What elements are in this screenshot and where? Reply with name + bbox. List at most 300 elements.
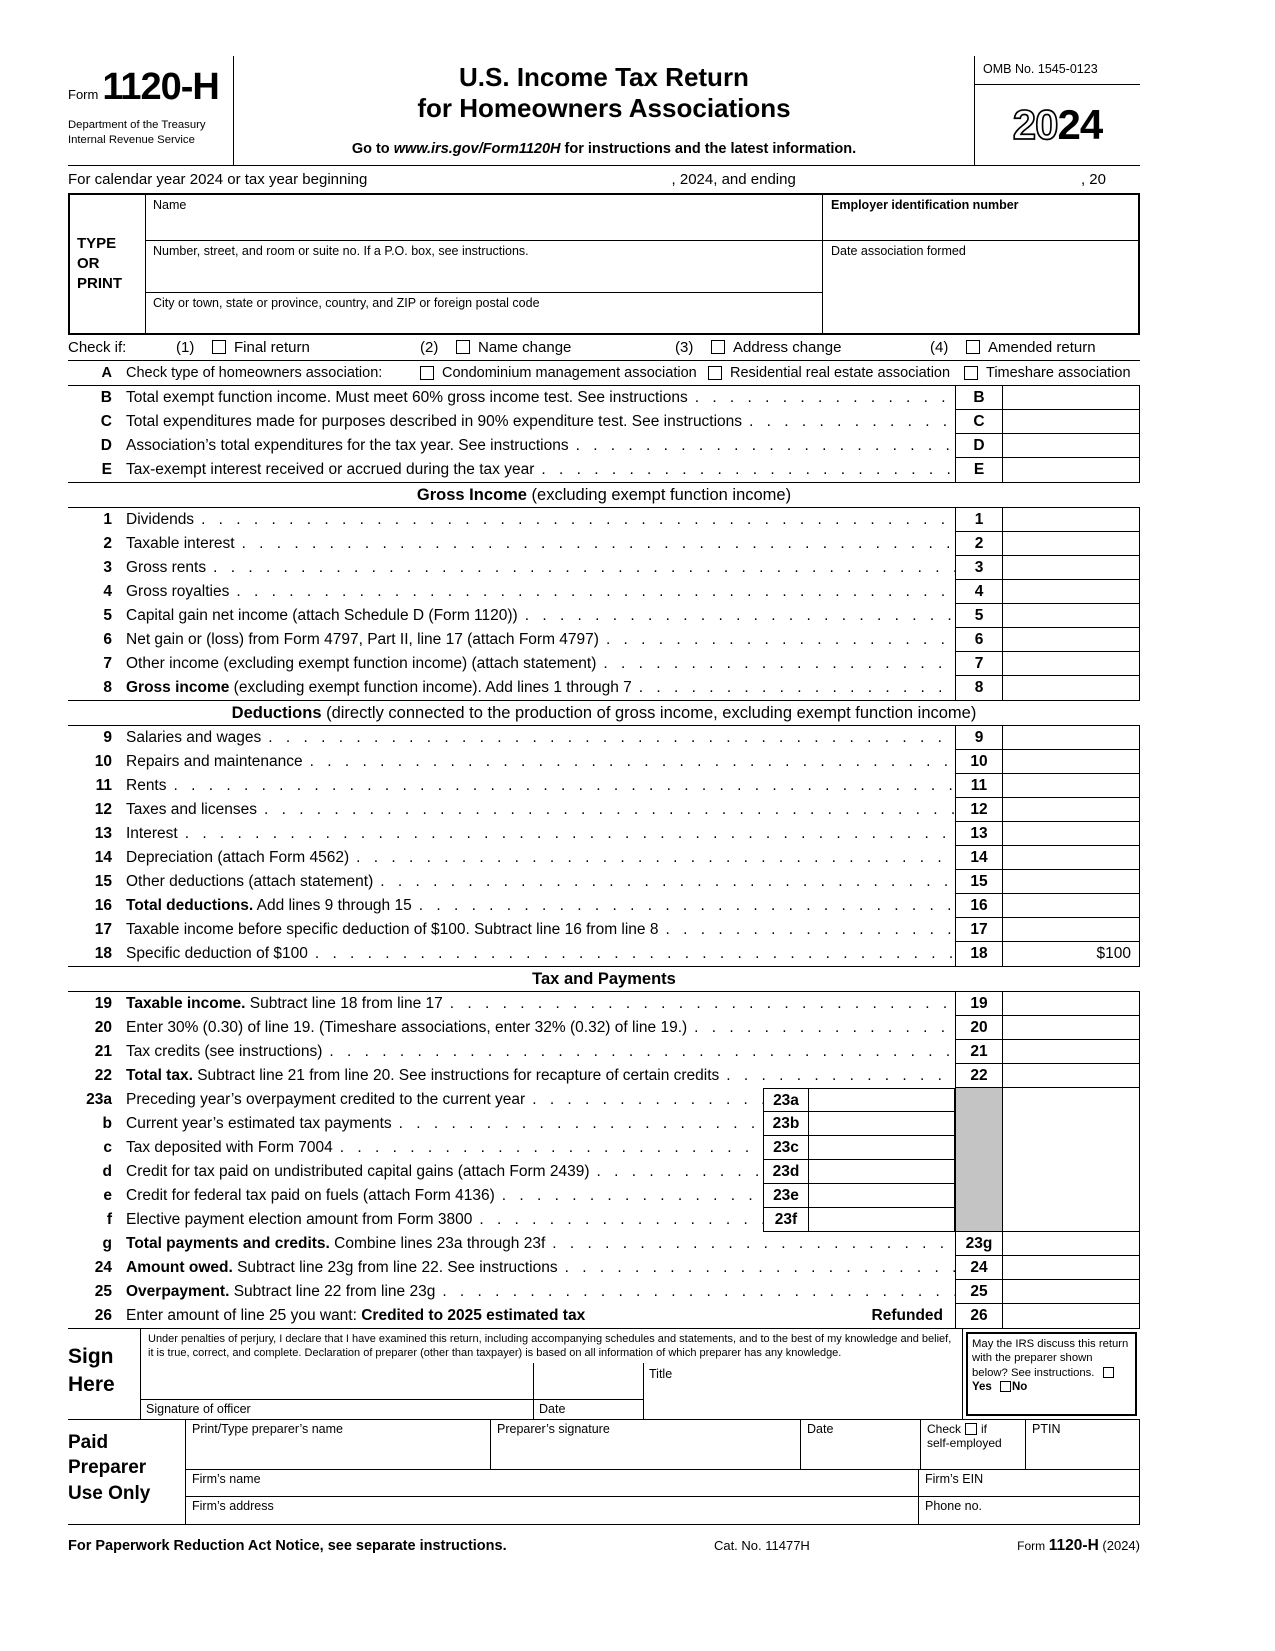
line-21-number: 21 [94,1043,112,1060]
self-employed-cell [921,1420,1026,1469]
line-23d-box-number: 23d [763,1160,809,1184]
line-B-box-number: B [955,386,1003,410]
line-label-text: Total exempt function income. Must meet 60% gross income test. See instructions [126,389,688,406]
line-label-text: Net gain or (loss) from Form 4797, Part II, line 17 (attach Form 4797) [126,631,599,648]
street-label: Number, street, and room or suite no. If a P.O. box, see instructions. [153,244,529,258]
line-label-bold: Overpayment. [126,1283,230,1300]
residential-association-label: Residential real estate association [730,365,951,381]
line-8-box-number: 8 [955,676,1003,700]
dot-leader [201,508,955,532]
dot-leader [694,1016,955,1040]
line-23b-box-number: 23b [763,1112,809,1136]
line-7-number: 7 [103,655,112,672]
line-label-text: Subtract line 18 from line 17 [245,995,443,1012]
dot-leader [585,1304,871,1328]
line-19-amount-field[interactable] [1003,992,1140,1016]
line-23d-label [112,1160,763,1184]
line-label-bold: Total tax. [126,1067,193,1084]
line-23c-label [112,1136,763,1160]
line-23d-number: d [102,1163,112,1180]
line-4-amount-field[interactable] [1003,580,1140,604]
paperwork-notice: For Paperwork Reduction Act Notice, see separate instructions. [68,1537,507,1554]
line-12-amount-field[interactable] [1003,798,1140,822]
line-25-number: 25 [94,1283,112,1300]
line-C-box-number: C [955,410,1003,434]
line-23e-amount-field[interactable] [809,1184,955,1208]
line-A [68,361,1140,386]
phone-cell [919,1497,1139,1524]
officer-title-input[interactable] [644,1384,962,1419]
calendar-text-1: For calendar year 2024 or tax year beginning [68,171,368,188]
line-label-text: Taxes and licenses [126,801,257,818]
form-line-9 [68,726,1140,750]
line-13-amount-field[interactable] [1003,822,1140,846]
line-23f-amount-field[interactable] [809,1208,955,1232]
self-employed-label: self-employed [927,1435,1002,1450]
line-23a-amount-field[interactable] [809,1088,955,1112]
form-line-16 [68,894,1140,918]
dot-leader [695,386,955,410]
line-7-amount-field[interactable] [1003,652,1140,676]
line-18-amount-field[interactable]: $100 [1003,942,1140,966]
dot-leader [665,918,955,942]
line-15-box-number: 15 [955,870,1003,894]
line-24-label [112,1256,955,1280]
line-9-amount-field[interactable] [1003,726,1140,750]
line-25-amount-field[interactable] [1003,1280,1140,1304]
line-11-amount-field[interactable] [1003,774,1140,798]
line-20-amount-field[interactable] [1003,1016,1140,1040]
line-22-label [112,1064,955,1088]
line-3-number: 3 [103,559,112,576]
shaded-no-entry-area [955,1088,1003,1232]
officer-signature-cell [141,1363,533,1419]
line-label-text: Depreciation (attach Form 4562) [126,849,350,866]
officer-signature-input[interactable] [141,1363,533,1399]
form-line-23f [68,1208,955,1232]
irs-discuss-text: May the IRS discuss this return with the preparer shown below? See instructions. [972,1338,1129,1379]
instructions-line: Go to www.irs.gov/Form1120H for instructions and the latest information. [351,141,857,157]
tax-year-ending-input[interactable] [796,170,1081,190]
line-15-label [112,870,955,894]
form-line-23g [68,1232,1140,1256]
line-A-label: Check type of homeowners association: [126,365,383,381]
line-22-box-number: 22 [955,1064,1003,1088]
ending-year-input[interactable] [1106,170,1140,190]
preparer-date-input[interactable] [807,1436,914,1467]
dot-leader [264,798,955,822]
line-label-text: Tax-exempt interest received or accrued during the tax year [126,461,535,478]
line-3-amount-field[interactable] [1003,556,1140,580]
dot-leader [502,1184,763,1208]
line-23c-amount-field[interactable] [809,1136,955,1160]
line-4-box-number: 4 [955,580,1003,604]
line-23g-amount-field[interactable] [1003,1232,1140,1256]
line-23d-amount-field[interactable] [809,1160,955,1184]
date-formed-field [823,241,1138,333]
form-line-1 [68,508,1140,532]
taxpayer-info-block [68,193,1140,335]
timeshare-association-checkbox[interactable] [964,366,978,380]
dot-leader [442,1280,955,1304]
line-5-label [112,604,955,628]
form-line-3 [68,556,1140,580]
line-E-amount-field[interactable] [1003,458,1140,482]
perjury-statement: Under penalties of perjury, I declare that I have examined this return, including accompanying schedules and statements, and to the best of my knowledge and belief, it is true, correct, and complete. Declaration of preparer (other than taxpayer) is based on all information of which preparer has any knowledge. [148,1333,952,1360]
line-25-box-number: 25 [955,1280,1003,1304]
ein-field [823,195,1138,241]
line-23g-box-number: 23g [955,1232,1003,1256]
gross-income-subtitle: (excluding exempt function income) [526,486,792,504]
line-22-amount-field[interactable] [1003,1064,1140,1088]
line-26-box-number: 26 [955,1304,1003,1328]
line-16-label [112,894,955,918]
line-7-box-number: 7 [955,652,1003,676]
dot-leader [310,750,955,774]
form-line-25 [68,1280,1140,1304]
form-line-22 [68,1064,1140,1088]
line-21-label [112,1040,955,1064]
line-24-number: 24 [94,1259,112,1276]
paid-preparer-label: Paid Preparer Use Only [68,1431,151,1504]
line-E-number: E [101,461,112,478]
line-6-label [112,628,955,652]
omb-year-block [975,56,1140,165]
timeshare-association-label: Timeshare association [986,365,1131,381]
line-23b-amount-field[interactable] [809,1112,955,1136]
check-if-4-number: (4) [930,339,949,356]
line-2-box-number: 2 [955,532,1003,556]
firm-name-cell [186,1470,919,1496]
officer-title-label: Title [649,1366,673,1381]
form-line-8 [68,676,1140,700]
line-D-amount-field[interactable] [1003,434,1140,458]
line-label-text: Subtract line 21 from line 20. See instructions for recapture of certain credits [192,1067,720,1084]
preparer-signature-input[interactable] [497,1436,794,1467]
line-26-number: 26 [94,1307,112,1324]
form-line-24 [68,1256,1140,1280]
deductions-title: Deductions [231,704,322,722]
city-input[interactable] [153,310,815,333]
line-label-text: Association’s total expenditures for the tax year. See instructions [126,437,569,454]
line-label-text: Gross rents [126,559,207,576]
line-23f-box-number: 23f [763,1208,809,1232]
dot-leader [639,676,955,700]
line-1-label [112,508,955,532]
form-line-7 [68,652,1140,676]
city-field [146,293,822,333]
deductions-subtitle: (directly connected to the production of gross income, excluding exempt function income) [321,704,977,722]
line-label-text: Subtract line 22 from line 23g [229,1283,436,1300]
dot-leader [525,604,955,628]
form-line-B [68,386,1140,410]
line-label-text: Taxable interest [126,535,235,552]
line-10-label [112,750,955,774]
line-label-text: Subtract line 23g from line 22. See instructions [232,1259,558,1276]
line-21-box-number: 21 [955,1040,1003,1064]
discuss-yes-checkbox[interactable] [1103,1367,1114,1378]
line-18-number: 18 [94,945,112,962]
line-22-number: 22 [94,1067,112,1084]
line-C-amount-field[interactable] [1003,410,1140,434]
lines-23a-23f [68,1088,1140,1232]
line-B-label [112,386,955,410]
line-26-label [112,1304,955,1328]
form-line-20 [68,1016,1140,1040]
line-A-letter: A [101,365,112,381]
sign-here-section [68,1328,1140,1420]
ein-input[interactable] [831,212,1130,240]
dot-leader [268,726,955,750]
irs-discuss-box [966,1332,1137,1416]
form-line-4 [68,580,1140,604]
line-label-bold: Taxable income. [126,995,246,1012]
date-formed-input[interactable] [831,258,1130,333]
self-employed-checkbox[interactable] [965,1423,977,1435]
line-5-amount-field[interactable] [1003,604,1140,628]
line-label-text: Enter amount of line 25 you want: [126,1307,362,1324]
dept-treasury-label: Department of the Treasury [68,119,206,131]
line-10-amount-field[interactable] [1003,750,1140,774]
form-line-6 [68,628,1140,652]
line-label-bold: Total payments and credits. [126,1235,330,1252]
gross-income-rows [68,508,1140,700]
residential-association-checkbox[interactable] [708,366,722,380]
line-24-amount-field[interactable] [1003,1256,1140,1280]
line-label-text: Combine lines 23a through 23f [329,1235,546,1252]
line-17-amount-field[interactable] [1003,918,1140,942]
line-3-box-number: 3 [955,556,1003,580]
street-input[interactable] [153,258,815,292]
dot-leader [213,556,955,580]
form-line-23b [68,1112,955,1136]
line-C-number: C [100,413,112,430]
line-14-number: 14 [94,849,112,866]
preparer-name-cell [186,1420,491,1469]
line-14-label [112,846,955,870]
line-label-text: Gross royalties [126,583,230,600]
form-line-2 [68,532,1140,556]
ptin-label: PTIN [1032,1421,1061,1436]
discuss-no-checkbox[interactable] [1000,1381,1011,1392]
line-C-label [112,410,955,434]
tax-rows-23g-26 [68,1232,1140,1328]
line-6-amount-field[interactable] [1003,628,1140,652]
firm-ein-cell [919,1470,1139,1496]
line-14-box-number: 14 [955,846,1003,870]
line-16-amount-field[interactable] [1003,894,1140,918]
tax-payments-title: Tax and Payments [532,970,676,988]
form-word: Form [68,87,99,102]
deductions-rows [68,726,1140,966]
condominium-association-label: Condominium management association [442,365,697,381]
irs-label: Internal Revenue Service [68,133,195,146]
line-label-text: Rents [126,777,167,794]
check-if-2-number: (2) [420,339,439,356]
line-18-label [112,942,955,966]
sign-here-label: Sign Here [68,1345,115,1397]
line-11-label [112,774,955,798]
line-23c-box-number: 23c [763,1136,809,1160]
line-10-number: 10 [94,753,112,770]
line-9-box-number: 9 [955,726,1003,750]
gross-income-section-header [68,482,1140,508]
line-17-label [112,918,955,942]
line-9-number: 9 [103,729,112,746]
line-label-text: Preceding year’s overpayment credited to the current year [126,1091,526,1108]
line-15-number: 15 [94,873,112,890]
line-13-label [112,822,955,846]
line-12-box-number: 12 [955,798,1003,822]
preparer-name-input[interactable] [192,1436,484,1467]
condominium-association-checkbox[interactable] [420,366,434,380]
firm-ein-label: Firm’s EIN [925,1471,984,1486]
form-line-10 [68,750,1140,774]
address-change-checkbox[interactable] [711,340,725,354]
line-8-number: 8 [103,679,112,696]
ein-label: Employer identification number [831,198,1019,212]
form-header [68,56,1140,166]
form-line-23d [68,1160,955,1184]
line-label-bold: Amount owed. [126,1259,233,1276]
line-19-label [112,992,955,1016]
line-label-text: Total expenditures made for purposes described in 90% expenditure test. See instructions [126,413,743,430]
amended-return-label: Amended return [988,339,1096,356]
officer-date-input[interactable] [534,1363,643,1399]
preparer-date-cell [801,1420,921,1469]
dot-leader [315,942,955,966]
line-10-box-number: 10 [955,750,1003,774]
dot-leader [552,1232,955,1256]
line-2-amount-field[interactable] [1003,532,1140,556]
form-line-5 [68,604,1140,628]
line-23a-box-number: 23a [763,1088,809,1112]
preparer-table [185,1420,1140,1524]
line-D-box-number: D [955,434,1003,458]
dot-leader [356,846,955,870]
line-23a-number: 23a [86,1091,112,1108]
line-D-number: D [100,437,112,454]
line-6-box-number: 6 [955,628,1003,652]
deductions-section-header [68,700,1140,726]
line-B-number: B [100,389,112,406]
line-23g-label [112,1232,955,1256]
dot-leader [749,410,955,434]
tax-payments-section-header [68,966,1140,992]
line-23a-label [112,1088,763,1112]
form-line-E [68,458,1140,482]
name-input[interactable] [153,212,815,240]
line-label-text: Credit for federal tax paid on fuels (attach Form 4136) [126,1187,495,1204]
form-title: U.S. Income Tax Return for Homeowners Associations [417,62,791,123]
discuss-no-label: No [1011,1381,1028,1394]
line-21-amount-field[interactable] [1003,1040,1140,1064]
line-13-box-number: 13 [955,822,1003,846]
line-7-label [112,652,955,676]
line-9-label [112,726,955,750]
check-if-row [68,335,1140,361]
form-line-15 [68,870,1140,894]
officer-date-cell [533,1363,643,1419]
calendar-text-2: , 2024, and ending [671,171,796,188]
dot-leader [174,774,956,798]
firm-address-label: Firm’s address [192,1498,274,1513]
dot-leader [576,434,955,458]
dot-leader [565,1256,955,1280]
line-8-amount-field[interactable] [1003,676,1140,700]
dot-leader [597,1160,763,1184]
form-line-21 [68,1040,1140,1064]
line-23c-number: c [103,1139,112,1156]
line-15-amount-field[interactable] [1003,870,1140,894]
line-16-box-number: 16 [955,894,1003,918]
form-line-23e [68,1184,955,1208]
line-26-amount-field[interactable] [1003,1304,1140,1328]
name-change-checkbox[interactable] [456,340,470,354]
calendar-year-line [68,166,1140,193]
tax-year-beginning-input[interactable] [367,170,671,190]
signature-of-officer-label: Signature of officer [141,1399,533,1419]
line-1-amount-field[interactable] [1003,508,1140,532]
line-label-text: Salaries and wages [126,729,262,746]
dot-leader [603,652,955,676]
line-2-number: 2 [103,535,112,552]
catalog-number: Cat. No. 11477H [713,1537,810,1553]
name-field [146,195,822,241]
line-label-text: Tax deposited with Form 7004 [126,1139,333,1156]
final-return-checkbox[interactable] [212,340,226,354]
preparer-signature-cell [491,1420,801,1469]
phone-label: Phone no. [925,1498,982,1513]
preparer-signature-label: Preparer’s signature [497,1421,610,1436]
line-5-box-number: 5 [955,604,1003,628]
line-4-label [112,580,955,604]
line-23e-label [112,1184,763,1208]
check-if-3-number: (3) [675,339,694,356]
dot-leader [340,1136,763,1160]
line-20-number: 20 [94,1019,112,1036]
if-word: if [981,1421,988,1436]
line-23e-box-number: 23e [763,1184,809,1208]
city-label: City or town, state or province, country, and ZIP or foreign postal code [153,296,540,310]
check-word: Check [927,1421,962,1436]
line-14-amount-field[interactable] [1003,846,1140,870]
tax-rows-19-22 [68,992,1140,1088]
form-id-block [68,56,233,165]
line-20-box-number: 20 [955,1016,1003,1040]
line-label-tail: Refunded [871,1307,943,1324]
form-line-13 [68,822,1140,846]
line-label-text: Dividends [126,511,195,528]
line-12-label [112,798,955,822]
paid-preparer-section [68,1420,1140,1525]
footer-form-id: Form 1120-H (2024) [1017,1536,1140,1554]
line-16-number: 16 [94,897,112,914]
form-line-26 [68,1304,1140,1328]
ein-date-block [823,195,1138,333]
ptin-input[interactable] [1032,1436,1133,1467]
officer-title-cell [643,1363,962,1419]
irs-discuss-cell [962,1329,1140,1419]
form-number: 1120-H [102,66,219,108]
line-B-amount-field[interactable] [1003,386,1140,410]
line-11-box-number: 11 [955,774,1003,798]
line-1-box-number: 1 [955,508,1003,532]
line-label-bold: Total deductions. [126,897,254,914]
amended-return-checkbox[interactable] [966,340,980,354]
irs-url: www.irs.gov/Form1120H [393,141,561,157]
line-label-text: Taxable income before specific deduction of $100. Subtract line 16 from line 8 [126,921,659,938]
